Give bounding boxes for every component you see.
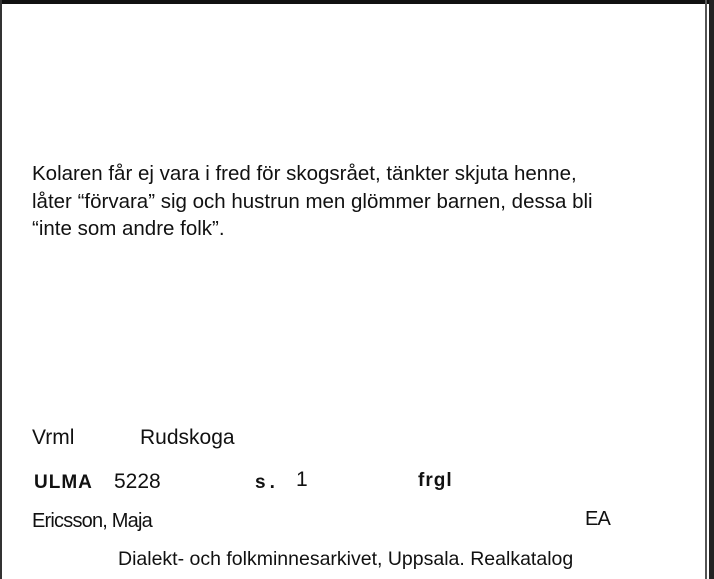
category-code: frgl xyxy=(418,470,453,491)
text-line: “inte som andre folk”. xyxy=(32,217,225,240)
text-line: låter “förvara” sig och hustrun men glömmer barnen, dessa bli xyxy=(32,189,593,213)
archive-number: 5228 xyxy=(114,470,161,493)
card-top-edge xyxy=(0,0,714,4)
page-label: s. xyxy=(255,472,279,493)
archive-footer: Dialekt- och folkminnesarkivet, Uppsala. Realkatalog xyxy=(118,548,574,570)
card-left-edge xyxy=(0,0,2,579)
informant-name: Ericsson, Maja xyxy=(32,510,152,532)
recorder-initials: EA xyxy=(585,508,611,530)
province-label: Vrml xyxy=(32,426,75,449)
card-body-text xyxy=(32,160,672,243)
page-number: 1 xyxy=(296,468,308,491)
card-right-inner-edge xyxy=(705,0,707,579)
card-right-edge xyxy=(709,0,714,579)
parish-label: Rudskoga xyxy=(140,426,235,449)
archive-code: ULMA xyxy=(34,472,93,493)
text-line: Kolaren får ej vara i fred för skogsrået, tänkter skjuta henne, xyxy=(32,162,577,185)
